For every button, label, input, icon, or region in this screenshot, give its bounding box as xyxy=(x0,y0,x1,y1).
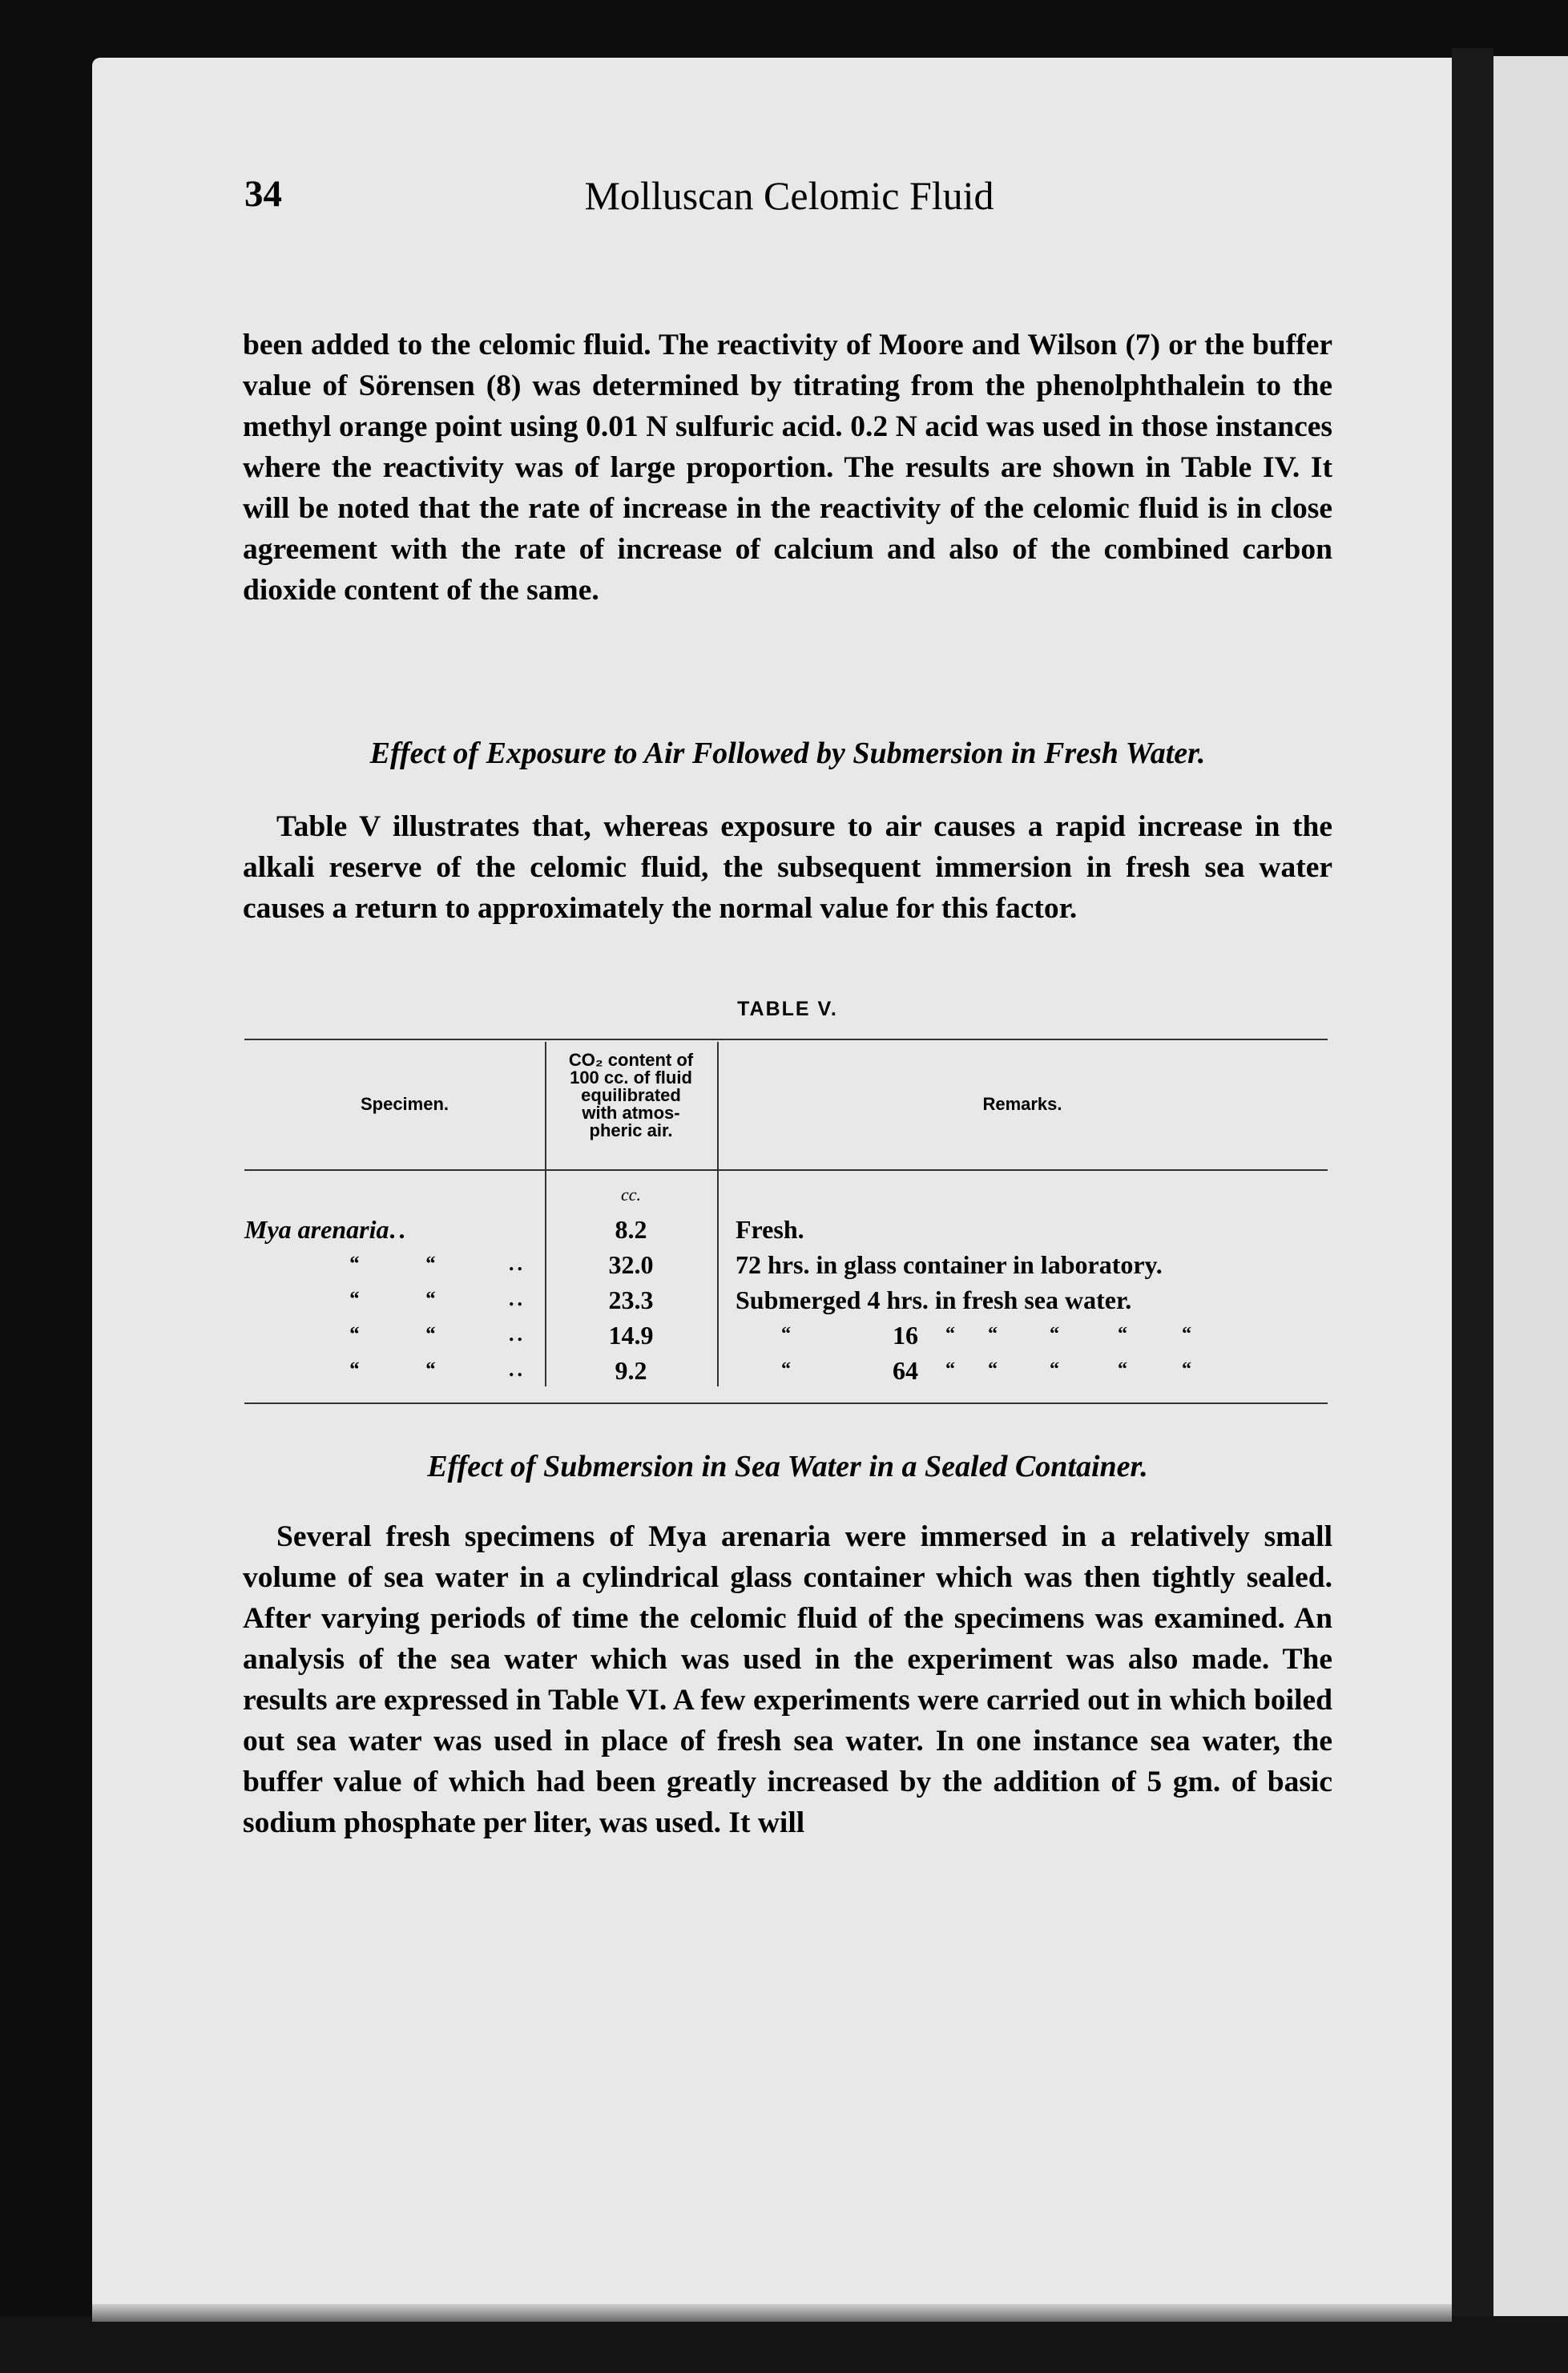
co2-value: 14.9 xyxy=(608,1321,654,1350)
table-caption: TABLE V. xyxy=(737,998,838,1020)
ditto-mark: “ xyxy=(945,1359,955,1380)
paragraph-reactivity: been added to the celomic fluid. The reactivity of Moore and Wilson (7) or the buffer value of Sörensen (8) was determined by titrating from the phenolphthalein to the methyl orange point using 0.01 N sulfuric acid. 0.2 N acid was used in those instances where the reactivity was of large proportion. The results are shown in Table IV. It will be noted that the rate of increase in the reactivity of the celomic fluid is in close agreement with the rate of increase of calcium and also of the combined carbon dioxide content of the same. xyxy=(243,329,1332,607)
ditto-mark: “ xyxy=(1050,1324,1059,1345)
header-line: CO₂ content of xyxy=(568,1050,694,1070)
ditto-mark: “ xyxy=(349,1322,359,1346)
leader-dots: .. xyxy=(389,1215,409,1244)
ditto-mark: “ xyxy=(781,1324,791,1345)
ditto-mark: “ xyxy=(349,1252,359,1275)
remarks-hours: 16 xyxy=(893,1321,918,1350)
co2-value: 9.2 xyxy=(615,1356,647,1385)
co2-value: 8.2 xyxy=(615,1215,647,1244)
column-header-co2 xyxy=(545,1051,717,1140)
ditto-mark: “ xyxy=(425,1322,435,1346)
leader-dots: .. xyxy=(509,1358,526,1381)
co2-value: 32.0 xyxy=(608,1250,654,1279)
column-header-specimen: Specimen. xyxy=(360,1094,449,1114)
unit-label: cc. xyxy=(620,1184,642,1205)
ditto-mark: “ xyxy=(988,1324,998,1345)
header-line: with atmos- xyxy=(582,1103,680,1123)
header-line: pheric air. xyxy=(589,1120,673,1140)
ditto-mark: “ xyxy=(945,1324,955,1345)
leader-dots: .. xyxy=(509,1322,526,1346)
table-row xyxy=(244,1215,453,1245)
ditto-mark: “ xyxy=(1118,1324,1127,1345)
ditto-mark: “ xyxy=(781,1359,791,1380)
ditto-mark: “ xyxy=(425,1287,435,1310)
ditto-mark: “ xyxy=(1182,1324,1191,1345)
ditto-mark: “ xyxy=(988,1359,998,1380)
ditto-mark: “ xyxy=(425,1252,435,1275)
ditto-mark: “ xyxy=(1050,1359,1059,1380)
scan-bottom-edge xyxy=(0,2316,1568,2373)
remarks-hours: 64 xyxy=(893,1356,918,1385)
header-line: equilibrated xyxy=(581,1085,681,1105)
table-header-rule xyxy=(244,1169,1328,1171)
ditto-mark: “ xyxy=(1182,1359,1191,1380)
header-line: 100 cc. of fluid xyxy=(570,1067,692,1088)
remarks-cell: Fresh. xyxy=(736,1215,804,1244)
leader-dots: .. xyxy=(509,1252,526,1275)
leader-dots: .. xyxy=(509,1287,526,1310)
running-head xyxy=(244,172,1334,228)
page-bottom-edge xyxy=(92,2304,1452,2322)
ditto-mark: “ xyxy=(349,1358,359,1381)
section-heading-sealed-container: Effect of Submersion in Sea Water in a Sealed Container. xyxy=(427,1450,1148,1483)
ditto-mark: “ xyxy=(1118,1359,1127,1380)
ditto-mark: “ xyxy=(425,1358,435,1381)
ditto-mark: “ xyxy=(349,1287,359,1310)
page-number: 34 xyxy=(244,173,282,215)
paragraph-sealed-container: Several fresh specimens of Mya arenaria were immersed in a relatively small volume of sea water in a cylindrical glass container which was then tightly sealed. After varying periods of time the celomic fluid of the specimens was examined. An analysis of the sea water which was used in the experiment was also made. The results are expressed in Table VI. A few experiments were carried out in which boiled out sea water was used in place of fresh sea water. In one instance sea water, the buffer value of which had been greatly increased by the addition of 5 gm. of basic sodium phosphate per liter, was used. It will xyxy=(243,1520,1332,1839)
remarks-cell: Submerged 4 hrs. in fresh sea water. xyxy=(736,1285,1132,1314)
table-bottom-rule xyxy=(244,1402,1328,1404)
scan-edge-shadow xyxy=(1452,48,1493,2324)
scan-adjacent-page xyxy=(1493,56,1568,2324)
specimen-name: Mya arenaria xyxy=(244,1215,389,1244)
section-heading-exposure: Effect of Exposure to Air Followed by Submersion in Fresh Water. xyxy=(369,737,1206,770)
co2-value: 23.3 xyxy=(608,1285,654,1314)
column-header-remarks: Remarks. xyxy=(982,1094,1062,1114)
running-title: Molluscan Celomic Fluid xyxy=(584,173,994,218)
paragraph-table-v: Table V illustrates that, whereas exposure to air causes a rapid increase in the alkali reserve of the celomic fluid, the subsequent immersion in fresh sea water causes a return to approximately the normal value for this factor. xyxy=(243,810,1332,925)
table-top-rule xyxy=(244,1039,1328,1040)
remarks-cell: 72 hrs. in glass container in laboratory. xyxy=(736,1250,1163,1279)
